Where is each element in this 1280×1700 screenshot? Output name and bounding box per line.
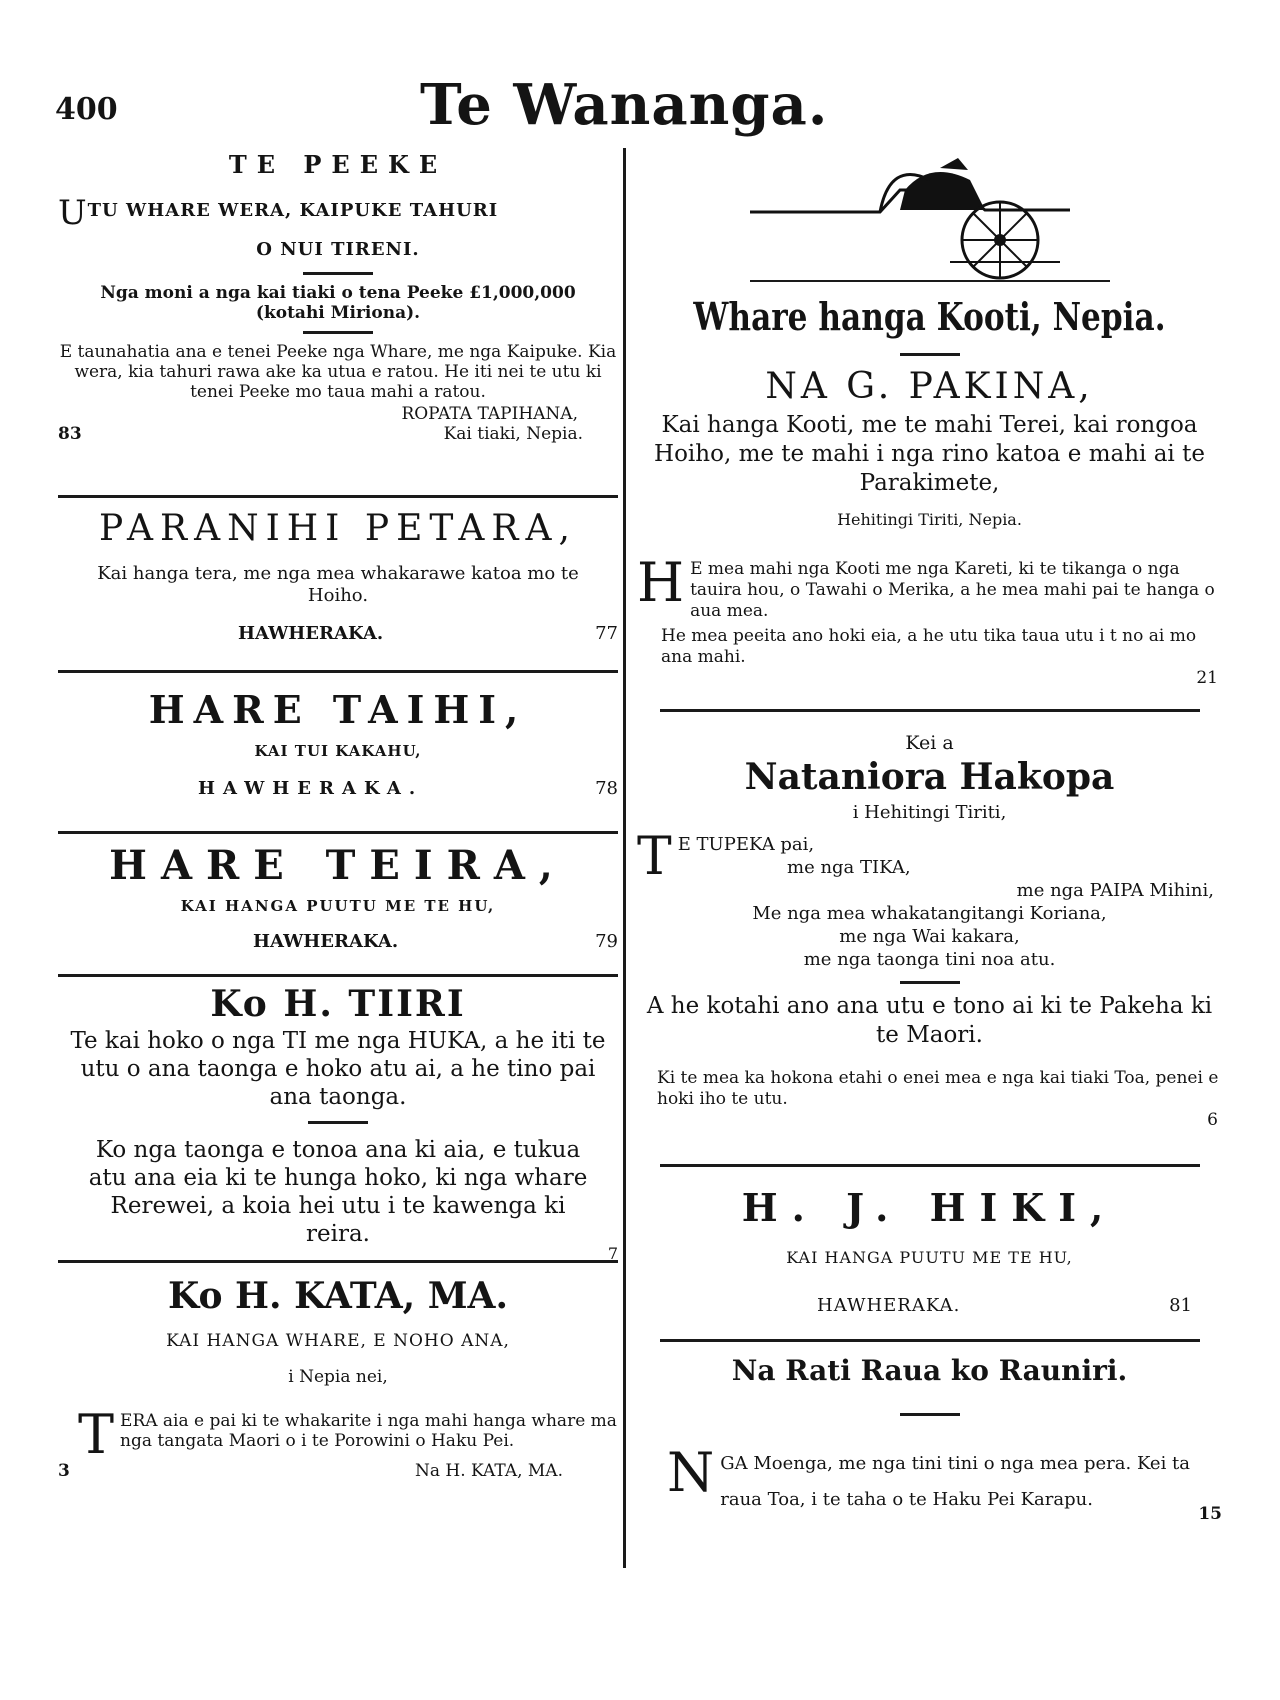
hakopa-ad — [637, 712, 1222, 1164]
taihi-sub: KAI TUI KAKAHU, — [254, 742, 422, 760]
bank-body: E taunahatia ana e tenei Peeke nga Whare, me nga Kaipuke. Kia wera, kia tahuri rawa ake ka utua e ratou. He iti nei te utu ki tenei Peeke mo taua mahi a ratou. — [59, 342, 617, 402]
kata-signature: Na H. KATA, MA. — [415, 1461, 563, 1481]
hakopa-street: i Hehitingi Tiriti, — [852, 802, 1007, 823]
paranihi-body: Kai hanga tera, me nga mea whakarawe katoa mo te Hoiho. — [97, 563, 579, 606]
taihi-place: HAWHERAKA. — [198, 778, 424, 799]
tiiri-body1: Te kai hoko o nga TI me nga HUKA, a he iti te utu o ana taonga e hoko atu ai, a he tino pai ana taonga. — [70, 1028, 606, 1110]
hakopa-line4: Me nga mea whakatangitangi Koriana, — [752, 903, 1107, 924]
pakina-para-wrap — [637, 551, 1222, 622]
pakina-para2: He mea peeita ano hoki eia, a he utu tika taua utu i t no ai mo ana mahi. — [661, 626, 1197, 667]
hiki-ad — [637, 1167, 1222, 1339]
left-column — [58, 150, 618, 1523]
hakopa-dropcap: T — [637, 827, 672, 887]
bank-subtitle-line2: O NUI TIRENI. — [256, 239, 420, 260]
bank-capital: Nga moni a nga kai tiaki o tena Peeke £1,000,000 (kotahi Miriona). — [100, 283, 576, 323]
kata-body-wrap — [58, 1403, 618, 1466]
column-divider — [623, 148, 626, 1568]
pakina-body: Kai hanga Kooti, me te mahi Terei, kai rongoa Hoiho, me te mahi i nga rino katoa e mahi ai te Parakimete, — [654, 412, 1205, 496]
ad-number: 83 — [58, 424, 82, 444]
hakopa-list — [637, 827, 1222, 971]
kata-sub: KAI HANGA WHARE, E NOHO ANA, — [166, 1331, 510, 1351]
hakopa-price: A he kotahi ano ana utu e tono ai ki te Pakeha ki te Maori. — [646, 993, 1213, 1048]
hakopa-line1: E TUPEKA pai, — [677, 834, 815, 855]
rauniri-ad — [637, 1342, 1222, 1522]
pakina-heading: Whare hanga Kooti, Nepia. — [693, 294, 1166, 339]
rauniri-title: Na Rati Raua ko Rauniri. — [731, 1354, 1128, 1387]
bank-ad — [58, 150, 618, 495]
ad-number: 79 — [595, 931, 618, 952]
hakopa-line3: me nga PAIPA Mihini, — [1016, 880, 1214, 901]
divider — [900, 1413, 960, 1416]
bank-subtitle — [58, 193, 618, 233]
hiki-footer — [637, 1295, 1222, 1316]
hiki-title: H. J. HIKI, — [741, 1185, 1118, 1230]
divider — [303, 272, 373, 275]
taihi-footer — [58, 778, 618, 799]
masthead: Te Wananga. — [420, 72, 829, 138]
pakina-title: NA G. PAKINA, — [765, 366, 1094, 407]
tiiri-ad — [58, 977, 618, 1263]
teira-title: HARE TEIRA, — [109, 842, 567, 889]
cart-illustration — [637, 150, 1222, 280]
kata-body: ERA aia e pai ki te whakarite i nga mahi hanga whare ma nga tangata Maori o i te Porowini o Haku Pei. — [120, 1411, 617, 1451]
pakina-para: E mea mahi nga Kooti me nga Kareti, ki te tikanga o nga tauira hou, o Tawahi o Merika, a he mea mahi pai te hanga o aua mea. — [690, 559, 1215, 621]
ad-number: 81 — [1169, 1295, 1192, 1316]
hiki-sub: KAI HANGA PUUTU ME TE HU, — [786, 1248, 1073, 1267]
paranihi-place: HAWHERAKA. — [238, 623, 384, 644]
pakina-ad — [637, 282, 1222, 709]
kata-title: Ko H. KATA, MA. — [167, 1275, 509, 1317]
hakopa-line5: me nga Wai kakara, — [839, 926, 1020, 947]
divider — [308, 1121, 368, 1124]
teira-sub: KAI HANGA PUUTU ME TE HU, — [180, 897, 496, 915]
right-column — [637, 150, 1222, 1522]
hiki-place: HAWHERAKA. — [817, 1295, 961, 1316]
ad-number: 15 — [1198, 1504, 1222, 1524]
divider — [900, 353, 960, 356]
kata-footer — [58, 1461, 618, 1481]
hakopa-line6: me nga taonga tini noa atu. — [803, 949, 1056, 970]
page-number: 400 — [55, 92, 118, 127]
bank-title: TE PEEKE — [228, 150, 448, 179]
paranihi-footer — [58, 623, 618, 644]
tiiri-body2: Ko nga taonga e tonoa ana ki aia, e tukua atu ana eia ki te hunga hoko, ki nga whare Rerewei, a koia hei utu i te kawenga ki reira. — [88, 1137, 588, 1247]
hakopa-title: Nataniora Hakopa — [744, 756, 1115, 798]
taihi-title: HARE TAIHI, — [148, 687, 528, 732]
tiiri-title: Ko H. TIIRI — [210, 983, 466, 1025]
rauniri-body: GA Moenga, me nga tini tini o nga mea pera. Kei ta raua Toa, i te taha o te Haku Pei Karapu. — [720, 1453, 1191, 1510]
kata-ad — [58, 1263, 618, 1523]
divider — [303, 331, 373, 334]
bank-footer — [58, 424, 618, 444]
hakopa-note: Ki te mea ka hokona etahi o enei mea e nga kai tiaki Toa, penei e hoki iho te utu. — [657, 1068, 1219, 1109]
teira-footer — [58, 931, 618, 952]
ad-number: 7 — [607, 1244, 618, 1263]
pakina-street: Hehitingi Tiriti, Nepia. — [837, 510, 1022, 529]
pakina-dropcap: H — [637, 551, 685, 614]
ad-number: 6 — [1207, 1110, 1218, 1130]
hakopa-kei: Kei a — [905, 732, 954, 754]
paranihi-ad — [58, 498, 618, 670]
teira-ad — [58, 834, 618, 974]
teira-place: HAWHERAKA. — [253, 931, 399, 952]
paranihi-title: PARANIHI PETARA, — [99, 508, 577, 549]
ad-number: 78 — [595, 778, 618, 799]
kata-place: i Nepia nei, — [288, 1367, 388, 1387]
divider — [900, 981, 960, 984]
rauniri-dropcap: N — [667, 1441, 715, 1504]
ad-number: 77 — [595, 623, 618, 644]
bank-subtitle-text: TU WHARE WERA, KAIPUKE TAHURI — [87, 200, 499, 221]
carriage-illustration — [730, 150, 1130, 280]
taihi-ad — [58, 673, 618, 831]
bank-signatory: ROPATA TAPIHANA, — [401, 404, 578, 424]
bank-signatory-title: Kai tiaki, Nepia. — [443, 424, 583, 444]
ad-number: 21 — [1196, 668, 1218, 688]
hakopa-line2: me nga TIKA, — [787, 857, 911, 878]
ad-number: 3 — [58, 1461, 70, 1481]
bank-dropcap: U — [58, 193, 88, 233]
kata-dropcap: T — [78, 1403, 115, 1466]
